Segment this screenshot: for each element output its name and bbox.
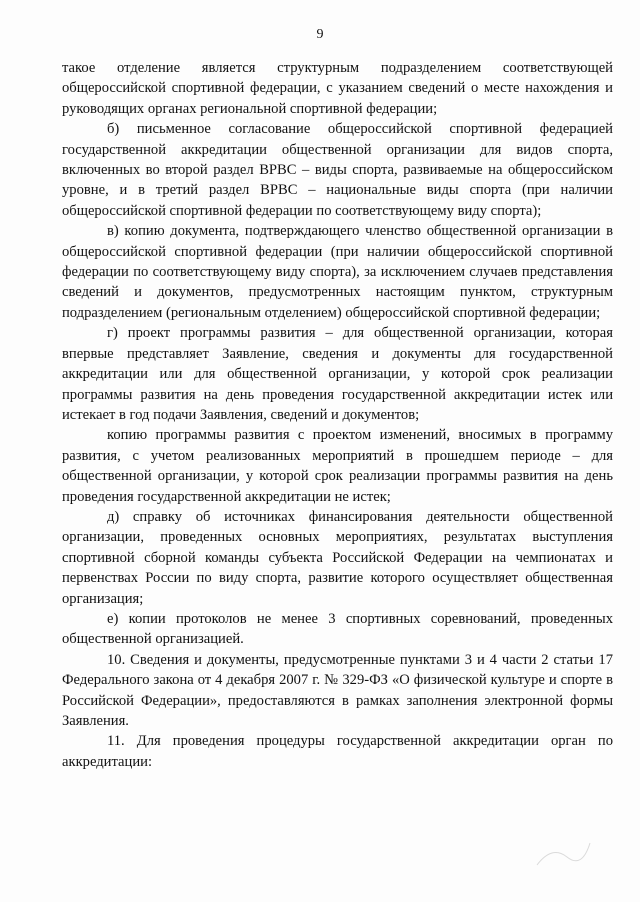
paragraph-item-v: в) копию документа, подтверждающего членство общественной организации в общероссийской спортивной федерации (при наличии общероссийской спортивной федерации по соответствующему виду спорта), за исключением случаев представления сведений и документов, предусмотренных настоящим пунктом, структурным подразделением (региональным отделением) общероссийской спортивной федерации; [62,223,613,321]
paragraph-item-b: б) письменное согласование общероссийской спортивной федерацией государственной аккредитации общественной организации для видов спорта, включенных во второй раздел ВРВС – виды спорта, развиваемые на общероссийском уровне, и в третий раздел ВРВС – национальные виды спорта (при наличии общероссийской спортивной федерации по соответствующему виду спорта); [62,121,613,219]
paragraph-item-g-copy: копию программы развития с проектом изменений, вносимых в программу развития, с учетом реализованных мероприятий в прошедшем периоде – для общественной организации, у которой срок реализации программы развития на день проведения государственной аккредитации не истек; [62,427,613,505]
paragraph-item-g: г) проект программы развития – для общественной организации, которая впервые представляет Заявление, сведения и документы для государственной аккредитации или для общественной организации, у которой срок реализации программы развития на день проведения государственной аккредитации истек или истекает в год подачи Заявления, сведений и документов; [62,325,613,423]
paragraph-item-e: е) копии протоколов не менее 3 спортивных соревнований, проведенных общественной организацией. [62,610,613,648]
paragraph-item-d: д) справку об источниках финансирования деятельности общественной организации, проведенных основных мероприятиях, результатах выступления спортивной сборной команды субъекта Российской Федерации на чемпионатах и первенствах России по виду спорта, развитие которого осуществляет общественная организация; [62,508,613,607]
paragraph-continuation: такое отделение является структурным подразделением соответствующей общероссийской спортивной федерации, с указанием сведений о месте нахождения и руководящих органах региональной спортивной федерации; [62,60,613,117]
paragraph-section-10: 10. Сведения и документы, предусмотренные пунктами 3 и 4 части 2 статьи 17 Федерального закона от 4 декабря 2007 г. № 329-ФЗ «О физической культуре и спорте в Российской Федерации», предоставляются в рамках заполнения электронной формы Заявления. [62,651,613,729]
document-body [62,58,613,772]
scan-artifact-mark [532,835,592,875]
page-number: 9 [316,27,324,42]
paragraph-section-11: 11. Для проведения процедуры государственной аккредитации орган по аккредитации: [62,733,613,770]
